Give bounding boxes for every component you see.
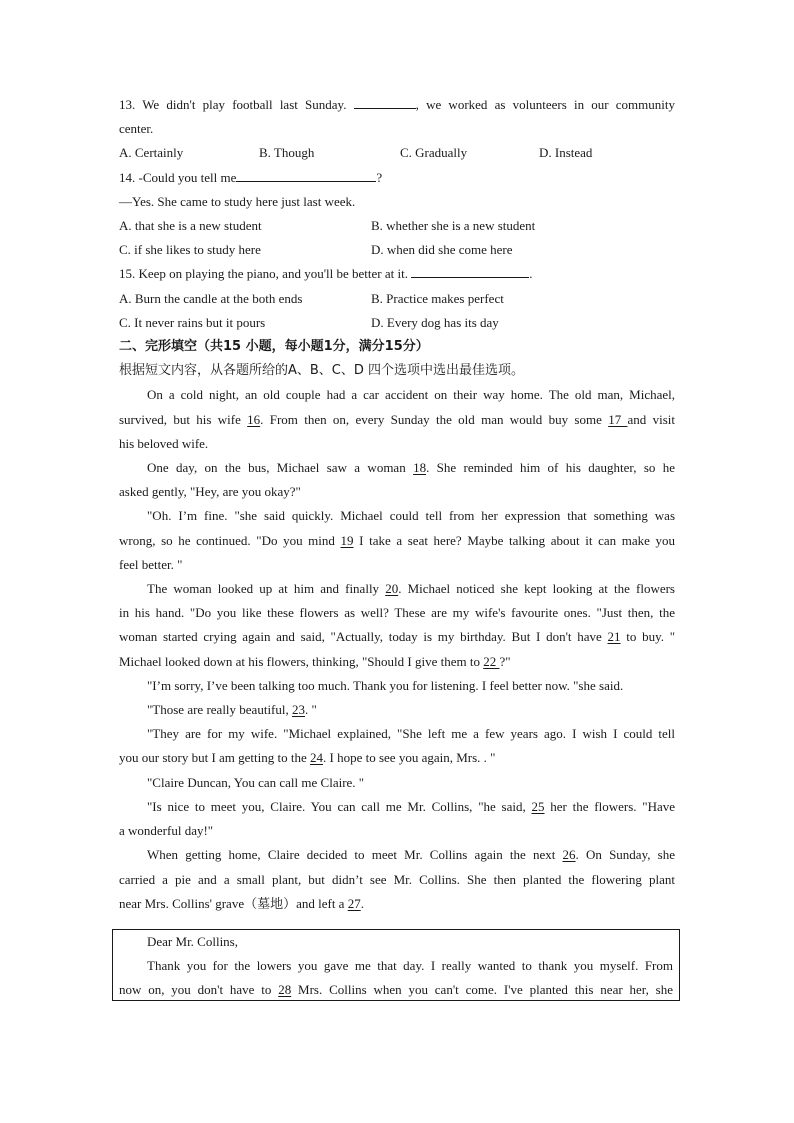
q13-stem: 13. We didn't play football last Sunday. , we worked as volunteers in our community <box>119 97 675 112</box>
blank-number: 20 <box>385 581 399 597</box>
q13-options <box>119 141 675 165</box>
blank-number: 24 <box>310 750 324 766</box>
blank-number: 27 <box>347 895 361 911</box>
blank-number: 18 <box>413 460 427 476</box>
passage-line: woman started crying again and said, "Actually, today is my birthday. But I don't have 21 to buy. " <box>119 629 675 645</box>
answer-blank <box>411 265 529 278</box>
q15-option-a: A. Burn the candle at the both ends <box>119 290 303 306</box>
blank-number: 17 <box>608 411 628 427</box>
q15-options-row1 <box>119 287 675 311</box>
q14-options-row2 <box>119 238 675 262</box>
exam-page <box>119 93 675 916</box>
q14-option-d: D. when did she come here <box>371 242 513 258</box>
q15-option-c: C. It never rains but it pours <box>119 314 266 330</box>
q15-option-d: D. Every dog has its day <box>371 314 499 330</box>
letter-line: now on, you don't have to 28 Mrs. Collins when you can't come. I've planted this near her, she <box>119 982 673 998</box>
q14-option-b: B. whether she is a new student <box>371 218 536 234</box>
q13-option-c: C. Gradually <box>400 145 468 161</box>
letter-box <box>112 929 680 1001</box>
passage-line: The woman looked up at him and finally 20. Michael noticed she kept looking at the flowers <box>147 581 675 597</box>
blank-number: 19 <box>340 532 354 548</box>
q14-reply: —Yes. She came to study here just last week. <box>119 193 356 209</box>
passage-line: "Claire Duncan, You can call me Claire. " <box>147 774 365 790</box>
section-instruction: 根据短文内容，从各题所给的A、B、C、D 四个选项中选出最佳选项。 <box>119 363 525 379</box>
blank-number: 23 <box>292 702 305 718</box>
passage-line: "Is nice to meet you, Claire. You can call me Mr. Collins, "he said, 25 her the flowers. "Have <box>147 798 676 814</box>
blank-number: 26 <box>562 847 576 863</box>
passage-line: When getting home, Claire decided to meet Mr. Collins again the next 26. On Sunday, she <box>147 847 675 863</box>
blank-number: 28 <box>278 982 292 998</box>
q15-stem: 15. Keep on playing the piano, and you'll be better at it. . <box>119 266 533 282</box>
answer-blank <box>354 96 416 109</box>
q15-options-row2 <box>119 311 675 335</box>
blank-number: 25 <box>531 798 545 814</box>
passage-line: asked gently, "Hey, are you okay?" <box>119 484 301 500</box>
passage-line: survived, but his wife 16. From then on, every Sunday the old man would buy some 17 and visit <box>119 411 676 427</box>
letter-salutation: Dear Mr. Collins, <box>147 934 238 949</box>
passage-line: feel better. " <box>119 556 183 572</box>
blank-number: 21 <box>607 629 621 645</box>
passage-line: "Those are really beautiful, 23. " <box>147 702 317 718</box>
answer-blank <box>236 169 376 182</box>
q13-stem-cont: center. <box>119 121 154 137</box>
q13-option-b: B. Though <box>259 145 315 161</box>
q13-option-a: A. Certainly <box>119 145 184 161</box>
passage-line: carried a pie and a small plant, but didn’t see Mr. Collins. She then planted the flowering plant <box>119 871 675 887</box>
passage-line: Michael looked down at his flowers, thinking, "Should I give them to 22 ?" <box>119 653 511 669</box>
passage-line: One day, on the bus, Michael saw a woman 18. She reminded him of his daughter, so he <box>147 460 675 476</box>
q14-option-c: C. if she likes to study here <box>119 242 261 258</box>
q14-option-a: A. that she is a new student <box>119 218 262 234</box>
blank-number: 16 <box>247 411 261 427</box>
passage-line: near Mrs. Collins' grave（墓地）and left a 27. <box>119 895 364 911</box>
passage-line: "I’m sorry, I’ve been talking too much. Thank you for listening. I feel better now. "she said. <box>147 677 624 693</box>
q14-options-row1 <box>119 214 675 238</box>
passage-line: a wonderful day!" <box>119 823 214 839</box>
q15-option-b: B. Practice makes perfect <box>371 290 504 306</box>
passage-line: his beloved wife. <box>119 435 209 451</box>
letter-line: Thank you for the lowers you gave me that day. I really wanted to thank you myself. From <box>147 958 673 974</box>
passage-line: you our story but I am getting to the 24. I hope to see you again, Mrs. . " <box>119 750 496 766</box>
q14-stem: 14. -Could you tell me ? <box>119 169 383 185</box>
q13-option-d: D. Instead <box>539 145 593 161</box>
passage-line: in his hand. "Do you like these flowers as well? These are my wife's favourite ones. "Just then, the <box>119 605 675 621</box>
passage-line: wrong, so he continued. "Do you mind 19 I take a seat here? Maybe talking about it can make you <box>119 532 675 548</box>
passage-line: "They are for my wife. "Michael explained, "She left me a few years ago. I wish I could tell <box>147 726 675 742</box>
passage-line: On a cold night, an old couple had a car accident on their way home. The old man, Michael, <box>147 387 675 403</box>
section-heading: 二、完形填空（共15 小题，每小题1分，满分15分） <box>119 339 429 355</box>
blank-number: 22 <box>483 653 500 669</box>
passage-line: "Oh. I’m fine. "she said quickly. Michael could tell from her expression that something was <box>147 508 675 524</box>
